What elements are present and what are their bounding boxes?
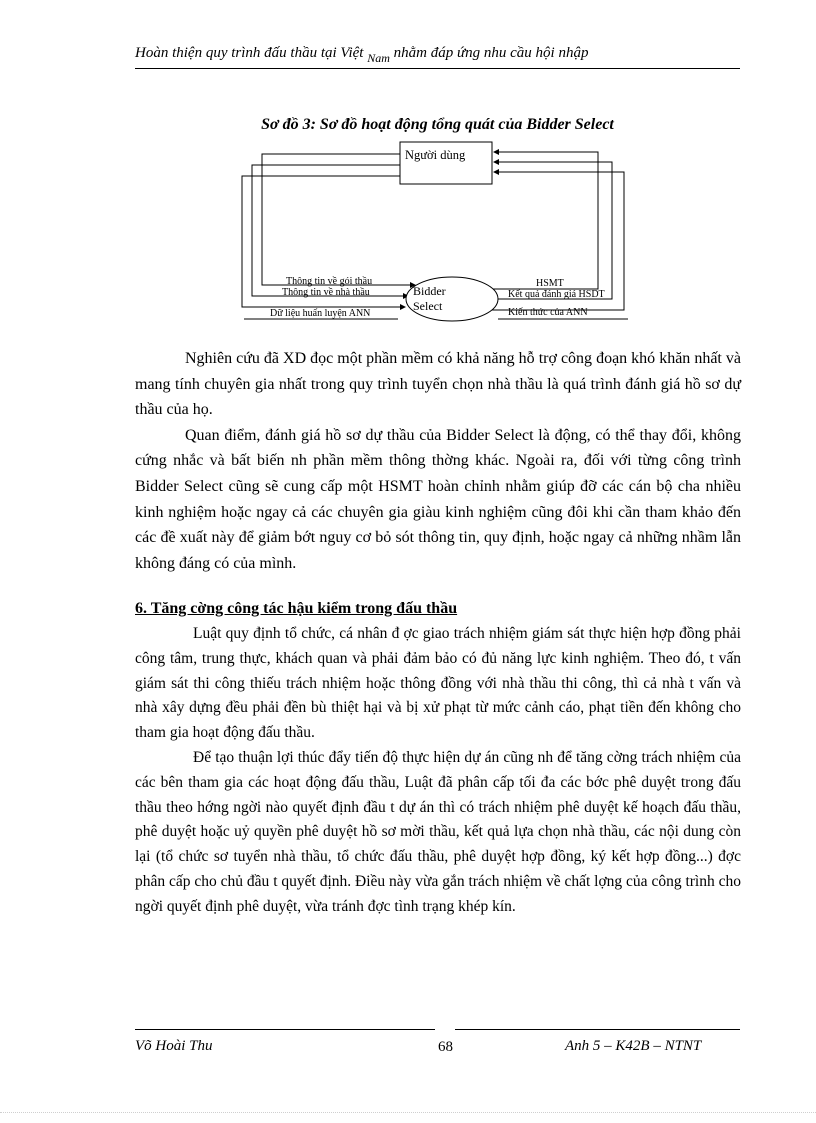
flow-line-hsmt <box>492 152 598 289</box>
header-text-sub: Nam <box>367 51 390 65</box>
section-heading: 6. Tăng cờng công tác hậu kiểm trong đấu thầu <box>135 600 458 617</box>
body-section-1 <box>135 346 741 576</box>
header-text-2: nhằm đáp ứng nhu cầu hội nhập <box>389 45 589 61</box>
left-label-1: Thông tin về gói thầu <box>286 276 373 287</box>
right-label-1: HSMT <box>536 278 564 289</box>
paragraph: Nghiên cứu đã XD đọc một phần mềm có khả năng hỗ trợ công đoạn khó khăn nhất và mang tính chuyên gia nhất trong quy trình tuyển chọn nhà thầu là quá trình đánh giá hồ sơ dự thầu của họ. <box>135 350 741 419</box>
footer-rule-left <box>135 1029 435 1030</box>
footer-author: Võ Hoài Thu <box>135 1038 213 1054</box>
header-text-1: Hoàn thiện quy trình đấu thầu tại Việt <box>135 45 364 61</box>
right-label-2: Kết quả đánh giá HSDT <box>508 289 605 300</box>
page-bottom-edge <box>0 1112 816 1113</box>
user-box-label: Người dùng <box>405 148 466 162</box>
paragraph: Để tạo thuận lợi thúc đẩy tiến độ thực hiện dự án cũng nh để tăng cờng trách nhiệm của các bên tham gia các hoạt động đấu thầu, Luật đã phân cấp tối đa các bớc phê duyệt trong đấu thầu theo hớng ngời nào quyết định đầu t dự án thì có trách nhiệm phê duyệt kế hoạch đấu thầu, phê duyệt hoặc uỷ quyền phê duyệt hồ sơ mời thầu, kết quả lựa chọn nhà thầu, các nội dung còn lại (tổ chức sơ tuyển nhà thầu, tổ chức đấu thầu, phê duyệt hợp đồng, ký kết hợp đồng...) đợc phân cấp cho chủ đầu t quyết định. Điều này vừa gắn trách nhiệm về chất lợng của công trình cho ngời quyết định phê duyệt, vừa tránh đợc tình trạng khép kín. <box>135 748 741 915</box>
page-number: 68 <box>438 1039 453 1055</box>
paragraph: Quan điểm, đánh giá hồ sơ dự thầu của Bidder Select là động, có thể thay đổi, không cứng nhắc và bất biến nh phần mềm thông thờng khác. Ngoài ra, đối với từng công trình Bidder Select cũng sẽ cung cấp một HSMT hoàn chỉnh nhằm giúp đỡ các cán bộ cha nhiều kinh nghiệm hoặc ngay cả các chuyên gia giàu kinh nghiệm cũng đôi khi cần tham khảo đến các đề xuất này để giảm bớt nguy cơ bỏ sót thông tin, quy định, hoặc ngay cả những nhầm lẫn không đáng có của mình. <box>135 426 741 572</box>
footer-class-info: Anh 5 – K42B – NTNT <box>565 1038 702 1054</box>
header-rule <box>135 68 740 69</box>
right-label-3: Kiến thức của ANN <box>508 307 588 318</box>
body-section-2 <box>135 622 741 920</box>
figure-title: Sơ đồ 3: Sơ đồ hoạt động tổng quát của Bidder Select <box>261 116 614 133</box>
running-header <box>135 45 740 65</box>
left-label-2: Thông tin về nhà thầu <box>282 287 370 298</box>
left-label-3: Dữ liệu huấn luyện ANN <box>270 308 371 319</box>
paragraph: Luật quy định tổ chức, cá nhân đ ợc giao trách nhiệm giám sát thực hiện hợp đồng phải công tâm, trung thực, khách quan và phải đảm bảo có đủ năng lực kinh nghiệm. Theo đó, t vấn giám sát thi công thiếu trách nhiệm hoặc thông đồng với nhà thầu thi công, thì cả nhà t vấn và nhà xây dựng đều phải đền bù thiệt hại và bị xử phạt từ mức cảnh cáo, phạt tiền đến không cho tham gia hoạt động đấu thầu. <box>135 625 741 742</box>
footer-rule-right <box>455 1029 740 1030</box>
system-label-2: Select <box>413 299 443 313</box>
flow-line-goi-thau <box>262 154 415 285</box>
bidder-select-diagram <box>230 138 640 326</box>
system-label-1: Bidder <box>413 284 446 298</box>
